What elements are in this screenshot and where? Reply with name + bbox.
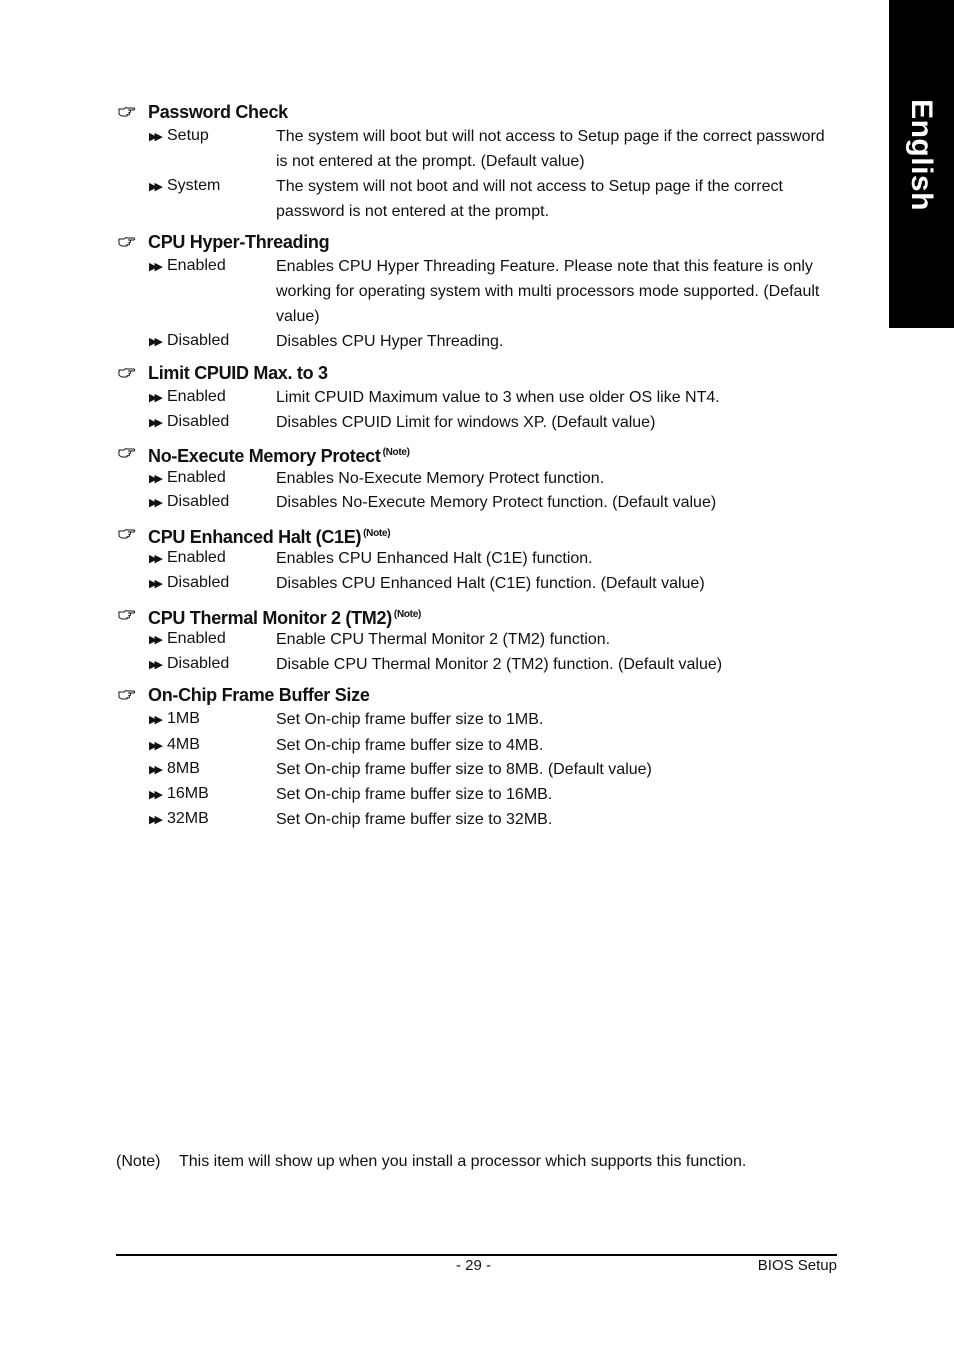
option-label: 1MB <box>167 710 200 727</box>
option-label: 16MB <box>167 785 209 802</box>
option-description: Disables CPU Enhanced Halt (C1E) function. (Default value) <box>276 575 705 592</box>
footer-section-title: BIOS Setup <box>757 1257 837 1274</box>
option-description: Disables No-Execute Memory Protect function. (Default value) <box>276 494 717 511</box>
section-title <box>148 231 329 253</box>
option-label: Disabled <box>167 574 230 591</box>
double-arrow-icon: ▶▶ <box>149 497 160 509</box>
pointing-hand-icon <box>118 235 136 247</box>
section-title-text: CPU Enhanced Halt (C1E) <box>148 527 362 547</box>
side-tab-label: English <box>905 99 938 211</box>
option-description: Disables CPU Hyper Threading. <box>276 333 504 350</box>
option-description: Limit CPUID Maximum value to 3 when use older OS like NT4. <box>276 389 720 406</box>
section-title <box>148 362 328 384</box>
section-title <box>148 604 421 629</box>
option-description: Set On-chip frame buffer size to 32MB. <box>276 811 553 828</box>
option-label: Enabled <box>167 630 226 647</box>
option-description: Enable CPU Thermal Monitor 2 (TM2) function. <box>276 631 611 648</box>
double-arrow-icon: ▶▶ <box>149 659 160 671</box>
double-arrow-icon: ▶▶ <box>149 473 160 485</box>
option-description: Enables CPU Hyper Threading Feature. Please note that this feature is only working for operating system with multi processors mode supported. (Default value) <box>276 258 820 325</box>
option-label: System <box>167 177 221 194</box>
option-label: Disabled <box>167 332 230 349</box>
section-title <box>148 523 390 548</box>
page-number: - 29 - <box>456 1257 492 1274</box>
section-title-text: No-Execute Memory Protect <box>148 446 381 466</box>
pointing-hand-icon <box>118 527 136 539</box>
double-arrow-icon: ▶▶ <box>149 578 160 590</box>
double-arrow-icon: ▶▶ <box>149 181 160 193</box>
section-title-text: Limit CPUID Max. to 3 <box>148 363 328 383</box>
option-label: Disabled <box>167 655 230 672</box>
option-description: Set On-chip frame buffer size to 1MB. <box>276 711 544 728</box>
option-description: Enables CPU Enhanced Halt (C1E) function. <box>276 550 593 567</box>
double-arrow-icon: ▶▶ <box>149 740 160 752</box>
note-reference: (Note) <box>382 447 410 458</box>
option-label: 32MB <box>167 810 209 827</box>
option-description: Enables No-Execute Memory Protect function. <box>276 470 605 487</box>
double-arrow-icon: ▶▶ <box>149 814 160 826</box>
pointing-hand-icon <box>118 105 136 117</box>
double-arrow-icon: ▶▶ <box>149 789 160 801</box>
option-label: Enabled <box>167 388 226 405</box>
double-arrow-icon: ▶▶ <box>149 714 160 726</box>
option-label: Enabled <box>167 257 226 274</box>
option-description: Set On-chip frame buffer size to 16MB. <box>276 786 553 803</box>
option-description: Set On-chip frame buffer size to 4MB. <box>276 737 544 754</box>
language-side-tab <box>889 0 954 328</box>
option-description: The system will boot but will not access to Setup page if the correct password is not entered at the prompt. (Default value) <box>276 128 825 170</box>
double-arrow-icon: ▶▶ <box>149 131 160 143</box>
double-arrow-icon: ▶▶ <box>149 553 160 565</box>
option-label: Disabled <box>167 493 230 510</box>
section-title-text: On-Chip Frame Buffer Size <box>148 685 370 705</box>
section-title-text: Password Check <box>148 102 288 122</box>
section-title-text: CPU Hyper-Threading <box>148 232 330 252</box>
option-label: 4MB <box>167 736 200 753</box>
section-title <box>148 442 410 467</box>
option-label: 8MB <box>167 760 200 777</box>
option-label: Enabled <box>167 469 226 486</box>
double-arrow-icon: ▶▶ <box>149 417 160 429</box>
footnote <box>116 1153 747 1171</box>
double-arrow-icon: ▶▶ <box>149 336 160 348</box>
footnote-text: This item will show up when you install a processor which supports this function. <box>179 1153 747 1170</box>
double-arrow-icon: ▶▶ <box>149 634 160 646</box>
note-reference: (Note) <box>363 528 391 539</box>
option-label: Setup <box>167 127 209 144</box>
option-description: The system will not boot and will not access to Setup page if the correct password is not entered at the prompt. <box>276 178 783 220</box>
option-description: Disables CPUID Limit for windows XP. (Default value) <box>276 414 656 431</box>
footnote-marker: (Note) <box>116 1153 161 1170</box>
option-label: Enabled <box>167 549 226 566</box>
option-label: Disabled <box>167 413 230 430</box>
pointing-hand-icon <box>118 366 136 378</box>
option-description: Set On-chip frame buffer size to 8MB. (Default value) <box>276 761 652 778</box>
double-arrow-icon: ▶▶ <box>149 764 160 776</box>
pointing-hand-icon <box>118 608 136 620</box>
section-title <box>148 101 288 123</box>
section-title-text: CPU Thermal Monitor 2 (TM2) <box>148 608 392 628</box>
option-description: Disable CPU Thermal Monitor 2 (TM2) function. (Default value) <box>276 656 723 673</box>
pointing-hand-icon <box>118 688 136 700</box>
double-arrow-icon: ▶▶ <box>149 261 160 273</box>
pointing-hand-icon <box>118 446 136 458</box>
double-arrow-icon: ▶▶ <box>149 392 160 404</box>
note-reference: (Note) <box>393 609 422 620</box>
section-title <box>148 684 370 706</box>
footer-divider <box>116 1254 837 1256</box>
